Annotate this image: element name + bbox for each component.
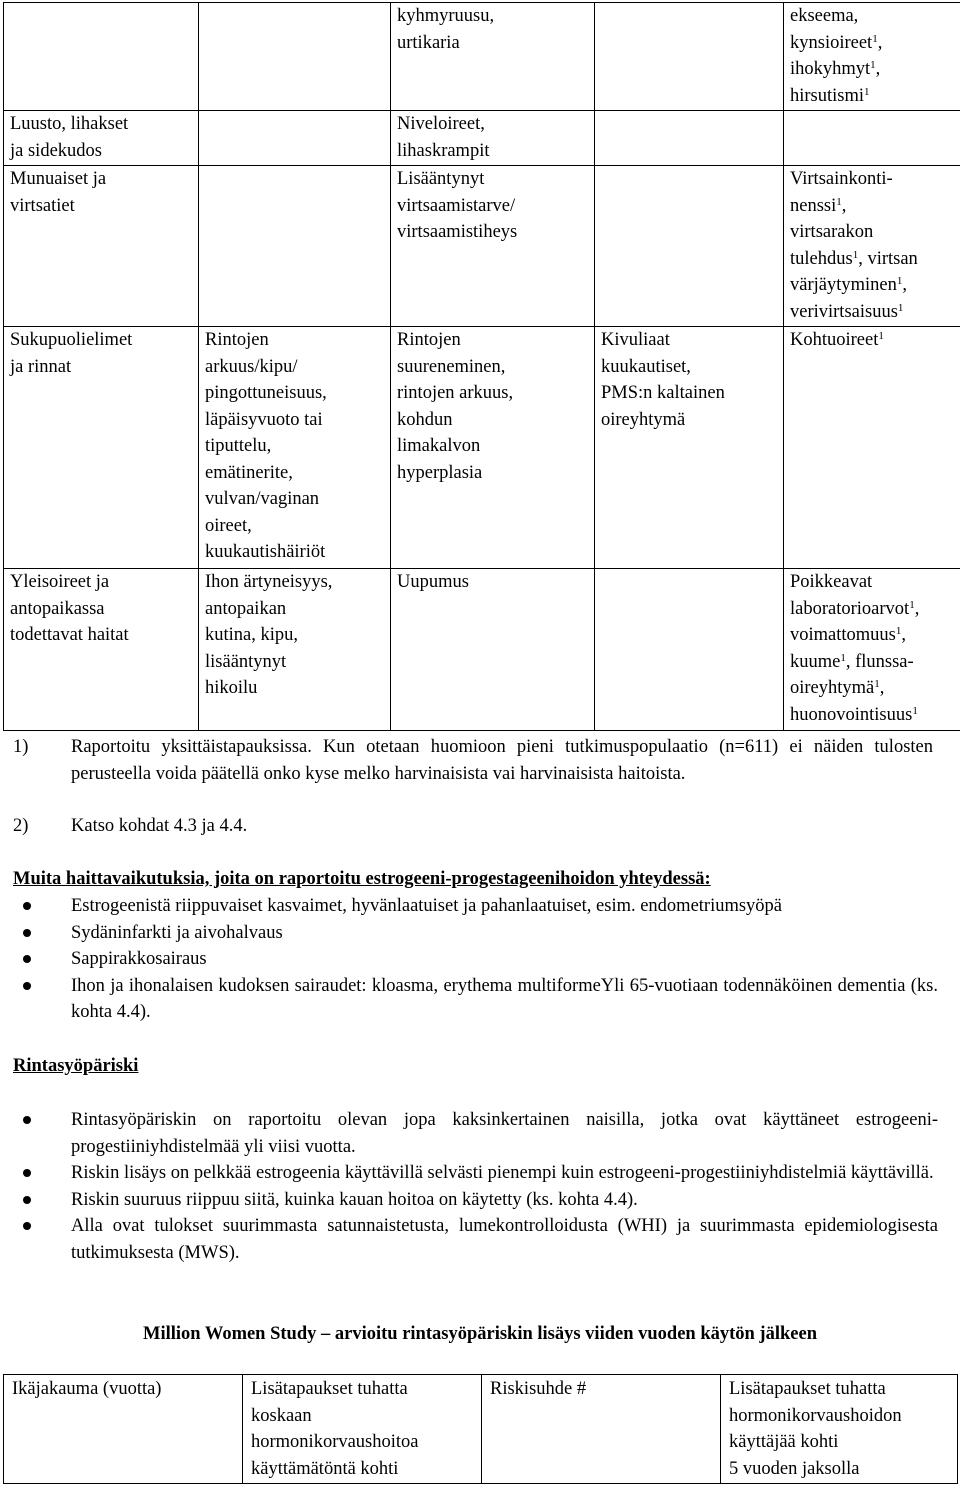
- table-row: [4, 569, 960, 731]
- cell-text: Yleisoireet ja antopaikassa todettavat haitat: [10, 572, 129, 645]
- adverse-effects-table: [3, 2, 960, 731]
- breast-cancer-list: [13, 1107, 938, 1266]
- table-cell: [391, 569, 595, 731]
- footnote-text: Katso kohdat 4.3 ja 4.4.: [71, 816, 248, 836]
- table-cell: [784, 111, 960, 166]
- bullet-icon: [23, 1222, 31, 1230]
- table-row: [4, 111, 960, 166]
- table-cell: [784, 166, 960, 327]
- list-item: Sydäninfarkti ja aivohalvaus: [13, 920, 938, 947]
- table-row: [4, 327, 960, 569]
- cell-text: Poikkeavat laboratorioarvot$^1$, voimattomuus$^1$, kuume$^1$, flunssa- oireyhtymä$^1$, huonovointisuus$^1$: [790, 572, 920, 725]
- table-row: [4, 3, 960, 111]
- table-header-cell: Riskisuhde #: [482, 1375, 721, 1484]
- table-cell: [784, 569, 960, 731]
- cell-text: Sukupuolielimet ja rinnat: [10, 330, 133, 377]
- cell-text: Virtsainkonti- nenssi$^1$, virtsarakon tulehdus$^1$, virtsan värjäytyminen$^1$, verivirtsaisuus$^1$: [790, 169, 918, 322]
- table-cell: [391, 327, 595, 569]
- bullet-icon: [23, 1196, 31, 1204]
- table-cell: [199, 327, 391, 569]
- other-effects-heading: Muita haittavaikutuksia, joita on raportoitu estrogeeni-progestageenihoidon yhteydessä:: [13, 869, 711, 889]
- cell-text: kyhmyruusu, urtikaria: [397, 6, 495, 53]
- bullet-icon: [23, 955, 31, 963]
- table-row: [4, 166, 960, 327]
- cell-text: Kohtuoireet$^1$: [790, 330, 884, 350]
- footnote-1: [13, 734, 933, 787]
- other-effects-list: [13, 893, 938, 1026]
- cell-text: Luusto, lihakset ja sidekudos: [10, 114, 129, 161]
- table-cell: [391, 111, 595, 166]
- table-cell: [4, 3, 199, 111]
- list-item: Riskin suuruus riippuu siitä, kuinka kauan hoitoa on käytetty (ks. kohta 4.4).: [13, 1187, 938, 1214]
- table-header-cell: Ikäjakauma (vuotta): [4, 1375, 243, 1484]
- table-cell: [391, 166, 595, 327]
- list-item: Estrogeenistä riippuvaiset kasvaimet, hyvänlaatuiset ja pahanlaatuiset, esim. endometriumsyöpä: [13, 893, 938, 920]
- table-cell: [784, 3, 960, 111]
- table-cell: [4, 111, 199, 166]
- table-header-cell: Lisätapaukset tuhatta koskaan hormonikorvaushoitoa käyttämätöntä kohti: [243, 1375, 482, 1484]
- list-item: Riskin lisäys on pelkkää estrogeenia käyttävillä selvästi pienempi kuin estrogeeni-progestiiniyhdistelmiä käyttävillä.: [13, 1160, 938, 1187]
- table-cell: [595, 569, 784, 731]
- mws-table-title: Million Women Study – arvioitu rintasyöpäriskin lisäys viiden vuoden käytön jälkeen: [142, 1324, 817, 1344]
- footnote-2: [13, 813, 933, 840]
- cell-text: Kivuliaat kuukautiset, PMS:n kaltainen oireyhtymä: [601, 330, 725, 430]
- mws-table: [3, 1374, 958, 1484]
- table-cell: [4, 166, 199, 327]
- table-cell: [595, 3, 784, 111]
- list-item: Rintasyöpäriskin on raportoitu olevan jopa kaksinkertainen naisilla, jotka ovat käyttäneet estrogeeni-progestiiniyhdistelmää yli viisi vuotta.: [13, 1107, 938, 1160]
- table-cell: [199, 3, 391, 111]
- table-cell: [4, 327, 199, 569]
- bullet-icon: [23, 1116, 31, 1124]
- table-header-row: [4, 1375, 958, 1484]
- cell-text: Uupumus: [397, 572, 469, 592]
- cell-text: Ihon ärtyneisyys, antopaikan kutina, kipu, lisääntynyt hikoilu: [205, 572, 333, 698]
- footnote-number: 2): [13, 816, 29, 836]
- bullet-icon: [23, 1169, 31, 1177]
- footnote-number: 1): [13, 737, 29, 757]
- table-cell: [595, 327, 784, 569]
- cell-text: ekseema, kynsioireet$^1$, ihokyhmyt$^1$, hirsutismi$^1$: [790, 6, 883, 106]
- cell-text: Lisääntynyt virtsaamistarve/ virtsaamistiheys: [397, 169, 518, 242]
- table-cell: [199, 166, 391, 327]
- table-cell: [4, 569, 199, 731]
- table-cell: [595, 111, 784, 166]
- cell-text: Niveloireet, lihaskrampit: [397, 114, 490, 161]
- table-cell: [199, 569, 391, 731]
- table-cell: [391, 3, 595, 111]
- cell-text: Munuaiset ja virtsatiet: [10, 169, 107, 216]
- table-cell: [199, 111, 391, 166]
- list-item: Ihon ja ihonalaisen kudoksen sairaudet: kloasma, erythema multiformeYli 65-vuotiaan todennäköinen dementia (ks. kohta 4.4).: [13, 973, 938, 1026]
- list-item: Sappirakkosairaus: [13, 946, 938, 973]
- list-item: Alla ovat tulokset suurimmasta satunnaistetusta, lumekontrolloidusta (WHI) ja suurimmasta epidemiologisesta tutkimuksesta (MWS).: [13, 1213, 938, 1266]
- bullet-icon: [23, 982, 31, 990]
- table-header-cell: Lisätapaukset tuhatta hormonikorvaushoidon käyttäjää kohti 5 vuoden jaksolla: [721, 1375, 958, 1484]
- cell-text: Rintojen arkuus/kipu/ pingottuneisuus, läpäisyvuoto tai tiputtelu, emätinerite, vulvan/vaginan oireet, kuukautishäiriöt: [205, 330, 327, 562]
- footnote-text: Raportoitu yksittäistapauksissa. Kun otetaan huomioon pieni tutkimuspopulaatio (n=611) ei näiden tulosten perusteella voida päätellä onko kyse melko harvinaisista vai harvinaisista haitoista.: [71, 737, 933, 784]
- breast-cancer-heading: Rintasyöpäriski: [13, 1056, 139, 1076]
- cell-text: Rintojen suureneminen, rintojen arkuus, kohdun limakalvon hyperplasia: [397, 330, 514, 483]
- bullet-icon: [23, 902, 31, 910]
- bullet-icon: [23, 929, 31, 937]
- table-cell: [784, 327, 960, 569]
- table-cell: [595, 166, 784, 327]
